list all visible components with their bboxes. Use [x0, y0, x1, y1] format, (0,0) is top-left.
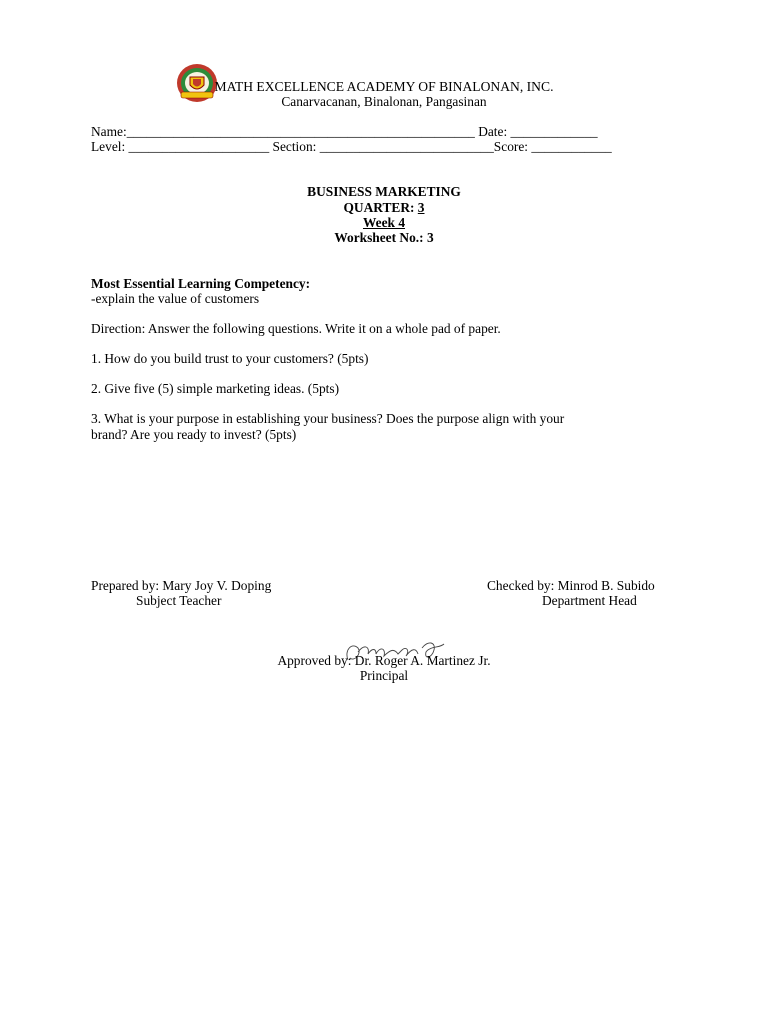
approved-role: Principal: [359, 668, 409, 683]
prepared-by: Prepared by: Mary Joy V. Doping: [91, 578, 272, 593]
direction-text: Direction: Answer the following questions. Write it on a whole pad of paper.: [91, 321, 501, 336]
checked-role: Department Head: [542, 593, 637, 608]
worksheet-number: Worksheet No.: 3: [334, 230, 434, 245]
quarter-label: QUARTER:: [343, 200, 418, 215]
competency-heading: Most Essential Learning Competency:: [91, 276, 311, 291]
quarter-value: 3: [417, 200, 425, 215]
subject-title: BUSINESS MARKETING: [307, 184, 461, 199]
name-date-fields: Name:____________________________________________________ Date: _____________: [91, 124, 598, 139]
prepared-role: Subject Teacher: [136, 593, 222, 608]
question-1: 1. How do you build trust to your customers? (5pts): [91, 351, 369, 366]
school-address: Canarvacanan, Binalonan, Pangasinan: [281, 94, 487, 109]
level-section-score-fields: Level: _____________________ Section: __________________________Score: ____________: [91, 139, 612, 154]
school-name: MATH EXCELLENCE ACADEMY OF BINALONAN, INC.: [214, 79, 554, 94]
competency-text: -explain the value of customers: [91, 291, 260, 306]
approved-by: Approved by: Dr. Roger A. Martinez Jr.: [277, 653, 491, 668]
question-3-continued: brand? Are you ready to invest? (5pts): [91, 427, 297, 442]
question-3: 3. What is your purpose in establishing your business? Does the purpose align with your: [91, 411, 565, 426]
week-label: Week 4: [362, 215, 406, 230]
quarter-line: [0, 200, 768, 215]
checked-by: Checked by: Minrod B. Subido: [487, 578, 655, 593]
question-2: 2. Give five (5) simple marketing ideas. (5pts): [91, 381, 340, 396]
